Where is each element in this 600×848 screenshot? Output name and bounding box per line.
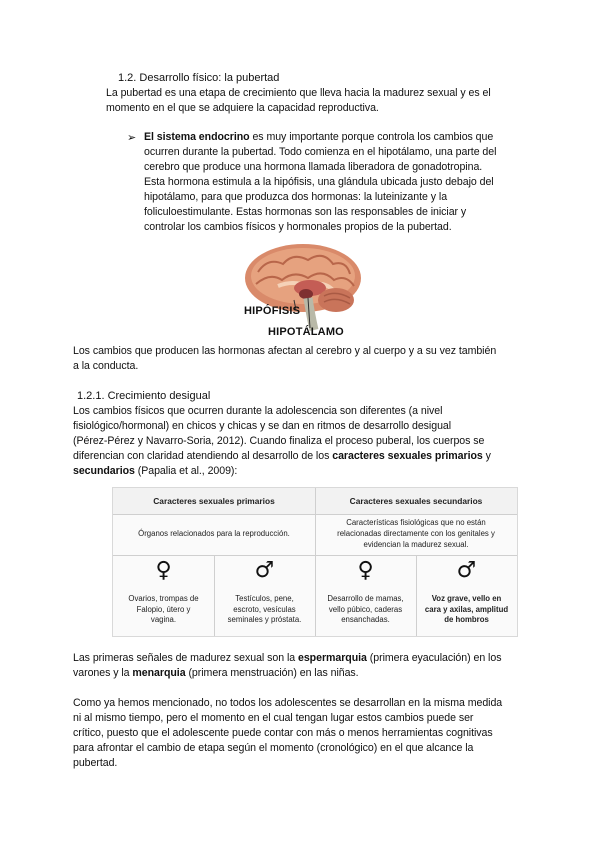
signs-line-2-post: (primera menstruación) en las niñas. bbox=[185, 667, 359, 679]
cell-male-secondary bbox=[416, 594, 517, 626]
cell-male-primary bbox=[214, 594, 315, 626]
cell4-line-3: de hombros bbox=[444, 615, 489, 624]
growth-line-4-pre: diferencian con claridad atendiendo al desarrollo de los bbox=[73, 450, 333, 462]
signs-line-1-post: (primera eyaculación) en los bbox=[366, 652, 502, 664]
signs-line-2 bbox=[73, 666, 359, 682]
cell2-line-3: seminales y próstata. bbox=[227, 615, 302, 624]
final-line-4: para afrontar el cambio de etapa según el momento (cronológico) en el que alcance la bbox=[73, 742, 474, 754]
bold-primary-characters: caracteres sexuales primarios bbox=[332, 450, 483, 462]
signs-line-1 bbox=[73, 651, 501, 667]
growth-line-5-post: (Papalia et al., 2009): bbox=[134, 465, 238, 477]
section-heading-1-2: 1.2. Desarrollo físico: la pubertad bbox=[118, 72, 280, 84]
growth-line-1: Los cambios físicos que ocurren durante la adolescencia son diferentes (a nivel bbox=[73, 405, 443, 417]
after-figure-line-2: a la conducta. bbox=[73, 360, 139, 372]
intro-line-1: La pubertad es una etapa de crecimiento que lleva hacia la madurez sexual y es el bbox=[106, 87, 491, 99]
bullet-line-4: Esta hormona estimula a la hipófisis, una glándula ubicada justo debajo del bbox=[144, 176, 494, 188]
bullet-line-6: foliculoestimulante. Estas hormonas son las responsables de iniciar y bbox=[144, 206, 467, 218]
cell2-line-2: escroto, vesículas bbox=[233, 604, 296, 614]
male-symbol-icon: ♂ bbox=[254, 558, 275, 583]
male-symbol-icon-2: ♂ bbox=[456, 558, 477, 583]
characteristics-table bbox=[112, 487, 518, 637]
cell-female-primary bbox=[113, 594, 214, 626]
cell1-line-2: Falopio, útero y bbox=[136, 604, 191, 614]
bold-espermarquia: espermarquia bbox=[298, 652, 367, 664]
growth-line-4 bbox=[73, 449, 491, 465]
growth-line-3: (Pérez-Pérez y Navarro-Soria, 2012). Cuando finaliza el proceso puberal, los cuerpos se bbox=[73, 435, 485, 447]
after-figure-line-1: Los cambios que producen las hormonas afectan al cerebro y al cuerpo y a su vez también bbox=[73, 345, 497, 357]
bullet-arrow-icon: ➢ bbox=[127, 132, 137, 144]
bullet-bold-lead: El sistema endocrino bbox=[144, 131, 250, 143]
signs-line-1-pre: Las primeras señales de madurez sexual son la bbox=[73, 652, 298, 664]
final-line-3: crítico, puesto que el adolescente puede contar con más o menos herramientas cognitivas bbox=[73, 727, 493, 739]
bullet-line-5: hipotálamo, para que produzca dos hormonas: la luteinizante y la bbox=[144, 191, 448, 203]
signs-line-2-pre: varones y la bbox=[73, 667, 133, 679]
header-secondary: Caracteres sexuales secundarios bbox=[315, 488, 517, 514]
cell4-line-1: Voz grave, vello en bbox=[431, 594, 502, 603]
growth-line-4-post: y bbox=[482, 450, 491, 462]
secondary-description-1: Características fisiológicas que no están bbox=[346, 518, 486, 527]
cell3-line-1: Desarrollo de mamas, bbox=[327, 594, 404, 603]
secondary-description-2: relacionadas directamente con los genitales y bbox=[337, 529, 495, 538]
cell2-line-1: Testículos, pene, bbox=[235, 594, 294, 603]
table-divider-h2 bbox=[113, 555, 517, 556]
header-primary: Caracteres sexuales primarios bbox=[113, 488, 315, 514]
cell4-line-2: cara y axilas, amplitud bbox=[424, 604, 509, 614]
section-heading-1-2-1: 1.2.1. Crecimiento desigual bbox=[77, 390, 211, 402]
cell1-line-3: vagina. bbox=[150, 615, 177, 624]
growth-line-2: fisiológico/hormonal) en chicos y chicas y se dan en ritmos de desarrollo desigual bbox=[73, 420, 452, 432]
primary-description: Órganos relacionados para la reproducción. bbox=[138, 529, 290, 538]
bullet-line-7: controlar los cambios físicos y hormonales propios de la pubertad. bbox=[144, 221, 452, 233]
cell3-line-3: ensanchadas. bbox=[341, 615, 390, 624]
final-line-2: ni al mismo tiempo, pero el momento en el cual tengan lugar estos cambios puede ser bbox=[73, 712, 474, 724]
cell1-line-1: Ovarios, trompas de bbox=[128, 594, 199, 603]
bold-menarquia: menarquia bbox=[132, 667, 186, 679]
bullet-line-3: cerebro que produce una hormona llamada liberadora de gonadotropina. bbox=[144, 161, 483, 173]
final-line-5: pubertad. bbox=[73, 757, 118, 769]
label-hipotalamo: HIPOTÁLAMO bbox=[268, 326, 344, 338]
bullet-line-1 bbox=[144, 130, 493, 146]
final-line-1: Como ya hemos mencionado, no todos los adolescentes se desarrollan en la misma medida bbox=[73, 697, 503, 709]
label-hipofisis: HIPÓFISIS bbox=[244, 305, 301, 317]
bullet-line-2: ocurren durante la pubertad. Todo comienza en el hipotálamo, una parte del bbox=[144, 146, 497, 158]
bold-secondary: secundarios bbox=[73, 465, 135, 477]
cell-female-secondary bbox=[315, 594, 416, 626]
female-symbol-icon-2: ♀ bbox=[357, 558, 374, 583]
secondary-description-3: evidencian la madurez sexual. bbox=[363, 540, 469, 549]
cell3-line-2: vello púbico, caderas bbox=[328, 604, 403, 614]
bullet-line-1-rest: es muy importante porque controla los cambios que bbox=[249, 131, 494, 143]
growth-line-5 bbox=[73, 464, 237, 480]
female-symbol-icon: ♀ bbox=[155, 558, 172, 583]
intro-line-2: momento en el que se adquiere la capacidad reproductiva. bbox=[106, 102, 379, 114]
